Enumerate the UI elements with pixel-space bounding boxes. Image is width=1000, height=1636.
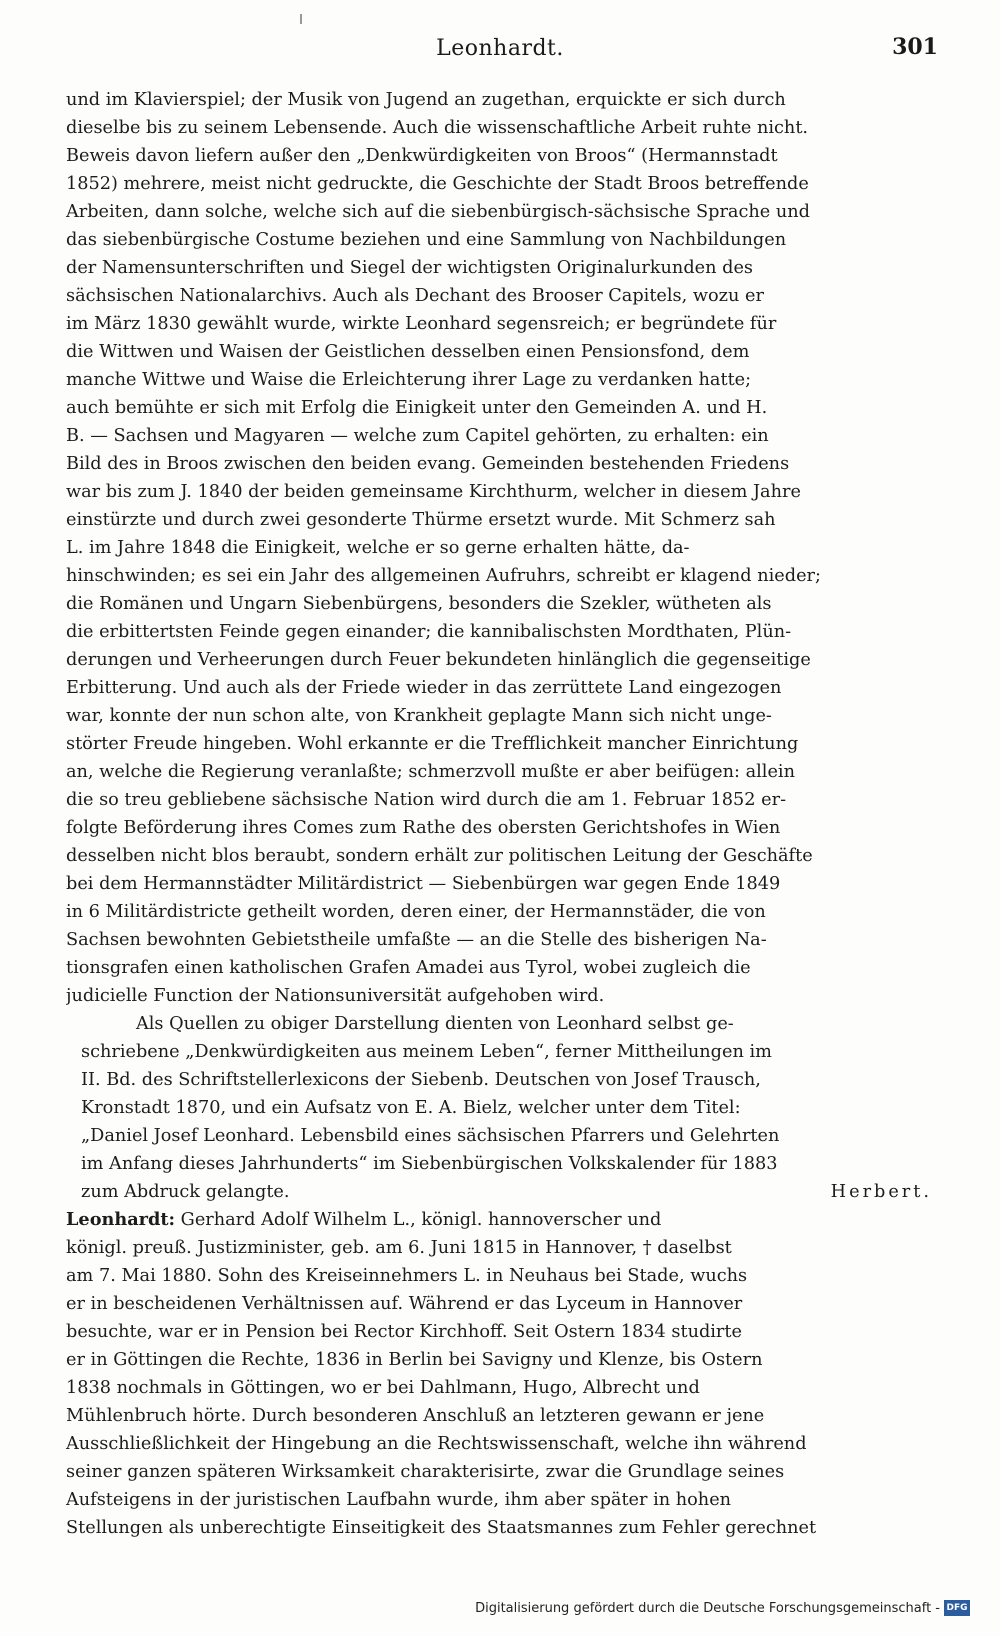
text-line: der Namensunterschriften und Siegel der wichtigsten Originalurkunden des (66, 258, 753, 278)
text-line: tionsgrafen einen katholischen Grafen Amadei aus Tyrol, wobei zugleich die (66, 958, 751, 978)
sources-line: II. Bd. des Schriftstellerlexicons der Siebenb. Deutschen von Josef Trausch, (81, 1070, 761, 1090)
text-line: am 7. Mai 1880. Sohn des Kreiseinnehmers L. in Neuhaus bei Stade, wuchs (66, 1266, 748, 1286)
text-line: sächsischen Nationalarchivs. Auch als Dechant des Brooser Capitels, wozu er (66, 286, 764, 306)
dfg-logo-icon: DFG (944, 1600, 970, 1616)
text-line: die Wittwen und Waisen der Geistlichen desselben einen Pensionsfond, dem (66, 342, 750, 362)
text-line: die erbittertsten Feinde gegen einander; die kannibalischsten Mordthaten, Plün- (66, 622, 792, 642)
text-line: er in Göttingen die Rechte, 1836 in Berlin bei Savigny und Klenze, bis Ostern (66, 1350, 763, 1370)
text-line: einstürzte und durch zwei gesonderte Thürme ersetzt wurde. Mit Schmerz sah (66, 510, 776, 530)
text-line: dieselbe bis zu seinem Lebensende. Auch die wissenschaftliche Arbeit ruhte nicht. (66, 118, 809, 138)
text-line: Arbeiten, dann solche, welche sich auf die siebenbürgisch-sächsische Sprache und (66, 202, 810, 222)
digitization-credit (475, 1600, 970, 1616)
text-line: B. — Sachsen und Magyaren — welche zum Capitel gehörten, zu erhalten: ein (66, 426, 769, 446)
text-line: im März 1830 gewählt wurde, wirkte Leonhard segensreich; er begründete für (66, 314, 777, 334)
sources-text: zum Abdruck gelangte. (81, 1182, 290, 1202)
body-text (66, 86, 932, 1542)
text-line: war, konnte der nun schon alte, von Krankheit geplagte Mann sich nicht unge- (66, 706, 772, 726)
author-signature: Herbert. (830, 1182, 932, 1202)
sources-line: „Daniel Josef Leonhard. Lebensbild eines sächsischen Pfarrers und Gelehrten (81, 1126, 780, 1146)
sources-line: im Anfang dieses Jahrhunderts“ im Siebenbürgischen Volkskalender für 1883 (81, 1154, 778, 1174)
text-line: folgte Beförderung ihres Comes zum Rathe des obersten Gerichtshofes in Wien (66, 818, 781, 838)
sources-line: schriebene „Denkwürdigkeiten aus meinem Leben“, ferner Mittheilungen im (81, 1042, 772, 1062)
entry-lemma: Leonhardt: (66, 1209, 176, 1230)
page-number: 301 (892, 34, 938, 60)
text-line: derungen und Verheerungen durch Feuer bekundeten hinlänglich die gegenseitige (66, 650, 811, 670)
text-line: Bild des in Broos zwischen den beiden evang. Gemeinden bestehenden Friedens (66, 454, 790, 474)
text-line: Stellungen als unberechtigte Einseitigkeit des Staatsmannes zum Fehler gerechnet (66, 1518, 817, 1538)
text-line: Beweis davon liefern außer den „Denkwürdigkeiten von Broos“ (Hermannstadt (66, 146, 778, 166)
sources-line: Als Quellen zu obiger Darstellung dienten von Leonhard selbst ge- (136, 1014, 734, 1034)
text-line: das siebenbürgische Costume beziehen und eine Sammlung von Nachbildungen (66, 230, 787, 250)
text-line: judicielle Function der Nationsuniversität aufgehoben wird. (66, 986, 605, 1006)
text-line: er in bescheidenen Verhältnissen auf. Während er das Lyceum in Hannover (66, 1294, 743, 1314)
text-line: und im Klavierspiel; der Musik von Jugend an zugethan, erquickte er sich durch (66, 90, 786, 110)
text-line: desselben nicht blos beraubt, sondern erhält zur politischen Leitung der Geschäfte (66, 846, 813, 866)
text-line: war bis zum J. 1840 der beiden gemeinsame Kirchthurm, welcher in diesem Jahre (66, 482, 801, 502)
scan-mark (300, 14, 302, 24)
text-line: Sachsen bewohnten Gebietstheile umfaßte — an die Stelle des bisherigen Na- (66, 930, 767, 950)
entry-text: Gerhard Adolf Wilhelm L., königl. hannoverscher und (175, 1210, 662, 1230)
text-line: an, welche die Regierung veranlaßte; schmerzvoll mußte er aber beifügen: allein (66, 762, 795, 782)
text-line: seiner ganzen späteren Wirksamkeit charakterisirte, zwar die Grundlage seines (66, 1462, 785, 1482)
text-line: störter Freude hingeben. Wohl erkannte er die Trefflichkeit mancher Einrichtung (66, 734, 799, 754)
text-line: Erbitterung. Und auch als der Friede wieder in das zerrüttete Land eingezogen (66, 678, 782, 698)
entry-first-line (66, 1206, 932, 1234)
credit-text: Digitalisierung gefördert durch die Deutsche Forschungsgemeinschaft - (475, 1600, 940, 1616)
text-line: manche Wittwe und Waise die Erleichterung ihrer Lage zu verdanken hatte; (66, 370, 752, 390)
text-line: 1838 nochmals in Göttingen, wo er bei Dahlmann, Hugo, Albrecht und (66, 1378, 700, 1398)
text-line: bei dem Hermannstädter Militärdistrict — Siebenbürgen war gegen Ende 1849 (66, 874, 781, 894)
text-line: Mühlenbruch hörte. Durch besonderen Anschluß an letzteren gewann er jene (66, 1406, 765, 1426)
sources-line: Kronstadt 1870, und ein Aufsatz von E. A. Bielz, welcher unter dem Titel: (81, 1098, 741, 1118)
text-line: in 6 Militärdistricte getheilt worden, deren einer, der Hermannstäder, die von (66, 902, 766, 922)
text-line: besuchte, war er in Pension bei Rector Kirchhoff. Seit Ostern 1834 studirte (66, 1322, 742, 1342)
text-line: hinschwinden; es sei ein Jahr des allgemeinen Aufruhrs, schreibt er klagend nieder; (66, 566, 821, 586)
text-line: auch bemühte er sich mit Erfolg die Einigkeit unter den Gemeinden A. und H. (66, 398, 768, 418)
text-line: die Romänen und Ungarn Siebenbürgens, besonders die Szekler, wütheten als (66, 594, 772, 614)
text-line: 1852) mehrere, meist nicht gedruckte, die Geschichte der Stadt Broos betreffende (66, 174, 809, 194)
text-line: L. im Jahre 1848 die Einigkeit, welche er so gerne erhalten hätte, da- (66, 538, 690, 558)
sources-line-last (66, 1178, 932, 1206)
text-line: Aufsteigens in der juristischen Laufbahn wurde, ihm aber später in hohen (66, 1490, 732, 1510)
running-head: Leonhardt. (436, 36, 564, 61)
text-line: die so treu gebliebene sächsische Nation wird durch die am 1. Februar 1852 er- (66, 790, 787, 810)
text-line: königl. preuß. Justizminister, geb. am 6. Juni 1815 in Hannover, † daselbst (66, 1238, 732, 1258)
text-line: Ausschließlichkeit der Hingebung an die Rechtswissenschaft, welche ihn während (66, 1434, 807, 1454)
